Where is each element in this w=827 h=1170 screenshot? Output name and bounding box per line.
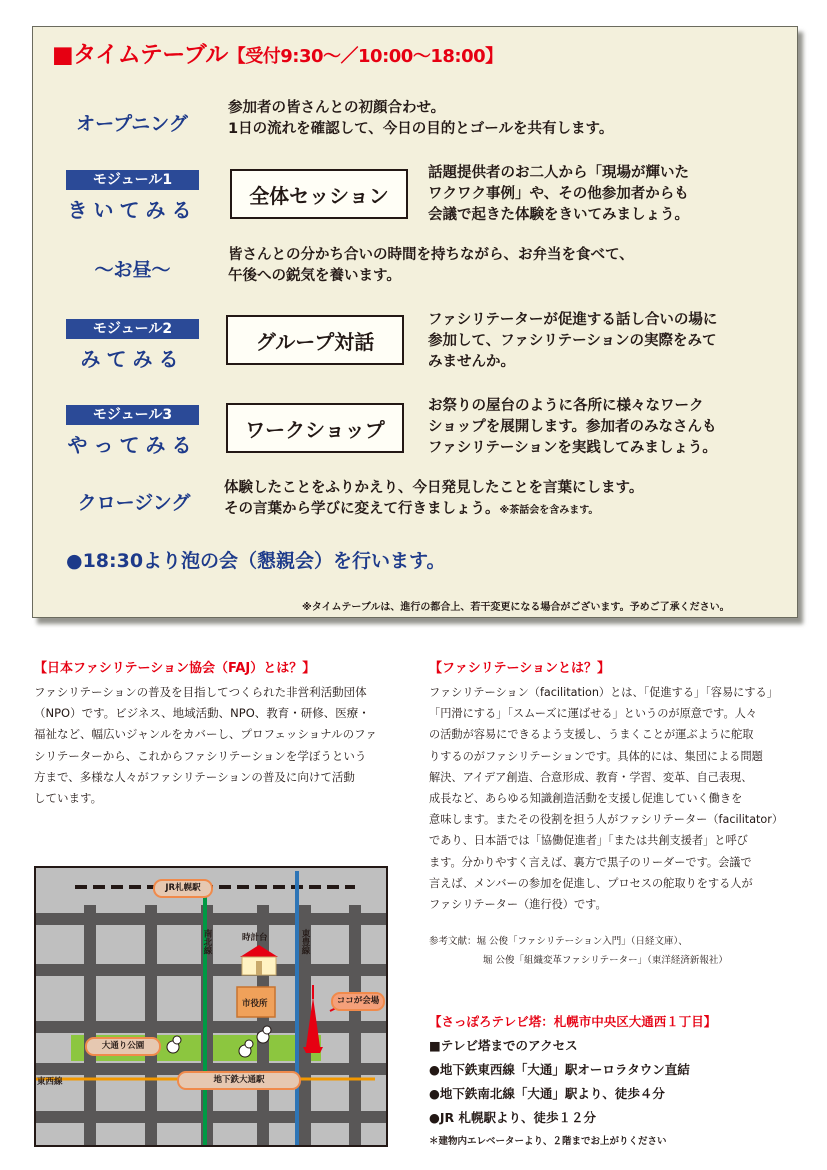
module2-session-box: グループ対話: [226, 315, 404, 365]
facilitation-line: であり、日本語では「協働促進者」「または共創支援者」と呼び: [429, 834, 748, 848]
module3-subtitle: やってみる: [67, 433, 198, 457]
toho-line-label: 東豊線: [300, 929, 310, 955]
facilitation-line: りするのがファシリテーションです。具体的には、集団による問題: [429, 749, 763, 763]
namboku-line-label: 南北線: [202, 929, 212, 955]
faj-heading: 【日本ファシリテーション協会（FAJ）とは？】: [34, 661, 316, 676]
faj-line: 方まで、多様な人々がファシリテーションの普及に向けて活動: [34, 769, 355, 784]
closing-line-2: その言葉から学びに変えて行きましょう。: [224, 501, 500, 517]
faj-line: （NPO）です。ビジネス、地域活動、NPO、教育・研修、医療・: [34, 706, 370, 721]
facilitation-line: ファシリテーション（facilitation）とは、「促進する」「容易にする」: [429, 686, 778, 699]
module3-line-3: ファシリテーションを実践してみましょう。: [428, 440, 717, 456]
opening-line-1: 参加者の皆さんとの初顔合わせ。: [228, 100, 446, 116]
module1-subtitle: きいてみる: [67, 198, 198, 222]
module1-line-2: ワクワク事例」や、その他参加者からも: [428, 186, 689, 202]
access-item: ●地下鉄南北線「大通」駅より、徒歩４分: [429, 1086, 665, 1101]
timetable-note: ※タイムテーブルは、進行の都合上、若干変更になる場合がございます。予めご了承ください。: [302, 602, 730, 613]
module3-line-2: ショップを展開します。参加者のみなさんも: [428, 419, 717, 435]
reference-2: 堀 公俊「組織変革ファシリテーター」（東洋経済新報社）: [483, 955, 728, 966]
lunch-description: [228, 245, 634, 287]
module3-description: [428, 396, 717, 459]
faj-line: ファシリテーションの普及を目指してつくられた非営利活動団体: [34, 685, 367, 699]
access-item: ●JR 札幌駅より、徒歩１２分: [429, 1110, 597, 1125]
module2-line-2: 参加して、ファシリテーションの実際をみて: [428, 333, 717, 349]
module3-session-box: ワークショップ: [226, 403, 404, 453]
access-map: [34, 866, 388, 1147]
access-subheading: ■テレビ塔までのアクセス: [429, 1038, 578, 1053]
facilitation-line: 成長など、あらゆる知識創造活動を支援し促進していく働きを: [429, 792, 743, 806]
facilitation-line: 「円滑にする」「スムーズに運ばせる」というのが原意です。人々: [429, 707, 758, 721]
closing-note: ※茶話会を含みます。: [499, 505, 599, 516]
faj-body: [34, 682, 377, 809]
access-item: ●地下鉄東西線「大通」駅オーロラタウン直結: [429, 1062, 690, 1077]
timetable-subtitle: 【受付9:30〜／10:00〜18:00】: [227, 46, 503, 67]
facilitation-line: ます。分かりやすく言えば、裏方で黒子のリーダーです。会議で: [429, 855, 752, 869]
module2-tag: モジュール2: [66, 319, 199, 339]
jr-station-label: JR札幌駅: [153, 879, 213, 898]
closing-line-1: 体験したことをふりかえり、今日発見したことを言葉にします。: [224, 480, 644, 496]
module1-line-1: 話題提供者のお二人から「現場が輝いた: [428, 165, 689, 181]
module2-subtitle: みてみる: [80, 347, 185, 371]
opening-label: オープニング: [76, 113, 188, 135]
clock-tower-label: 時計台: [242, 933, 268, 943]
faj-line: シリテーターから、これからファシリテーションを学ぼうという: [34, 748, 367, 763]
reference-1: 参考文献：堀 公俊「ファシリテーション入門」（日経文庫）、: [429, 936, 688, 947]
module2-description: [428, 310, 717, 373]
party-announcement: ●18:30より泡の会（懇親会）を行います。: [66, 550, 446, 572]
lunch-line-2: 午後への鋭気を養います。: [228, 268, 401, 284]
facilitation-heading: 【ファシリテーションとは？】: [429, 661, 610, 676]
lunch-line-1: 皆さんとの分かち合いの時間を持ちながら、お弁当を食べて、: [228, 247, 634, 263]
facilitation-line: 言えば、メンバーの参加を促進し、プロセスの舵取りをする人が: [429, 876, 753, 890]
module2-line-1: ファシリテーターが促進する話し合いの場に: [428, 312, 718, 328]
access-note: ＊建物内エレベーターより、２階までお上がりください: [429, 1136, 667, 1147]
lunch-label: 〜お昼〜: [94, 259, 171, 281]
module1-description: [428, 163, 689, 226]
city-hall-label: 市役所: [242, 999, 268, 1009]
closing-label: クロージング: [77, 492, 191, 514]
module1-line-3: 会議で起きた体験をきいてみましょう。: [428, 207, 689, 223]
opening-description: [228, 98, 613, 140]
facilitation-body: [429, 682, 783, 915]
opening-line-2: 1日の流れを確認して、今日の目的とゴールを共有します。: [228, 121, 614, 137]
faj-line: 福祉など、幅広いジャンルをカバーし、プロフェッショナルのファ: [34, 727, 377, 742]
odori-park-label: 大通り公園: [85, 1037, 161, 1056]
module2-line-3: みませんか。: [428, 354, 515, 370]
module3-line-1: お祭りの屋台のように各所に様々なワーク: [428, 398, 704, 414]
module3-tag: モジュール3: [66, 405, 199, 425]
venue-label: ココが会場: [331, 992, 385, 1011]
facilitation-line: 解決、アイデア創造、合意形成、教育・学習、変革、自己表現、: [429, 770, 753, 784]
facilitation-line: 意味します。またその役割を担う人がファシリテーター（facilitator）: [429, 813, 784, 827]
module1-session-box: 全体セッション: [230, 169, 408, 219]
closing-description: [224, 478, 643, 521]
facilitation-line: の活動が容易にできるよう支援し、うまくことが運ぶように舵取: [429, 728, 754, 742]
odori-subway-station-label: 地下鉄大通駅: [177, 1071, 301, 1090]
tozai-line-label: 東西線: [37, 1077, 63, 1087]
faj-line: しています。: [34, 791, 103, 806]
facilitation-line: ファシリテーター（進行役）です。: [429, 898, 607, 912]
module1-tag: モジュール1: [66, 170, 199, 190]
timetable-title: ■タイムテーブル【受付9:30〜／10:00〜18:00】: [52, 42, 503, 68]
access-heading: 【さっぽろテレビ塔：札幌市中央区大通西１丁目】: [429, 1014, 717, 1029]
